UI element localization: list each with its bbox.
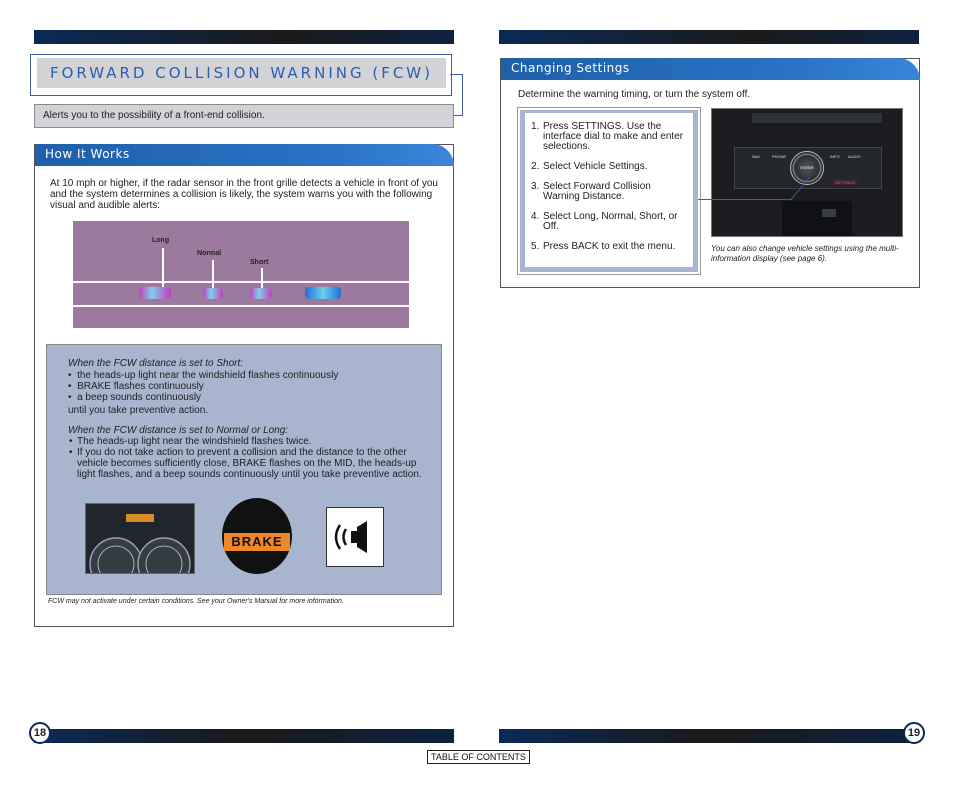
top-bar-right: [499, 30, 919, 44]
car-long: [139, 287, 171, 299]
console-nav-label: NAV: [752, 154, 760, 159]
console-info-label: INFO: [830, 154, 840, 159]
console-audio-label: AUDIO: [848, 154, 861, 159]
how-it-works-heading: [35, 144, 454, 166]
normal-item-1: • The heads-up light near the windshield flashes twice.: [69, 436, 312, 447]
step-4: 4. Select Long, Normal, Short, or Off.: [531, 211, 678, 232]
bottom-bar-left: [34, 729, 454, 743]
road-line-top: [73, 281, 409, 283]
step-2: 2. Select Vehicle Settings.: [531, 161, 648, 172]
console-lower: [782, 201, 852, 236]
console-phone-label: PHONE: [772, 154, 787, 159]
table-of-contents-link[interactable]: TABLE OF CONTENTS: [427, 750, 530, 764]
distance-diagram: [73, 221, 409, 328]
short-marker: [261, 268, 263, 288]
intro-box: [34, 104, 454, 128]
console-settings-label: SETTINGS: [834, 180, 855, 185]
console-top-buttons: [752, 113, 882, 123]
normal-label: Normal: [197, 250, 222, 257]
step-1: 1. Press SETTINGS. Use the interface dial to make and enter selections.: [531, 121, 684, 152]
beep-icon-box: [326, 507, 384, 567]
normal-heading: When the FCW distance is set to Normal or Long:: [68, 425, 289, 436]
road-line-bottom: [73, 305, 409, 307]
short-tail: until you take preventive action.: [68, 405, 209, 416]
page-title: FORWARD COLLISION WARNING (FCW): [49, 64, 433, 82]
changing-settings-heading: [501, 58, 920, 80]
short-item-1: • the heads-up light near the windshield flashes continuously: [68, 370, 339, 381]
changing-settings-title: Changing Settings: [511, 61, 630, 75]
interface-dial-label: ENTER: [800, 165, 814, 170]
long-marker: [162, 248, 164, 288]
lead-car: [305, 287, 341, 299]
top-bar-left: [34, 30, 454, 44]
intro-text: Alerts you to the possibility of a front-end collision.: [43, 110, 265, 121]
short-list: [68, 370, 428, 416]
page-number-left: 18: [29, 722, 51, 744]
console-port: [822, 209, 836, 217]
console-caption: You can also change vehicle settings using the multi-information display (see page 6).: [711, 244, 899, 263]
step-3: 3. Select Forward Collision Warning Distance.: [531, 181, 651, 202]
short-label: Short: [250, 259, 269, 266]
brake-label-box: [224, 533, 290, 551]
normal-item-2: • If you do not take action to prevent a collision and the distance to the other vehicle becomes sufficiently close, BRAKE flashes on the MID, the heads-up light flashes, and a beep sounds continuously until you take preventive action.: [69, 447, 422, 480]
normal-marker: [212, 260, 214, 288]
how-it-works-text: At 10 mph or higher, if the radar sensor in the front grille detects a vehicle in front of you and the system determines a collision is likely, the system warns you with the following visual and audible alerts:: [50, 178, 438, 211]
car-normal: [203, 288, 223, 299]
normal-list: [69, 436, 433, 480]
callout-line: [698, 199, 792, 200]
steps-list: [531, 122, 689, 262]
short-heading: When the FCW distance is set to Short:: [68, 358, 244, 369]
bottom-bar-right: [499, 729, 919, 743]
page-number-right: 19: [903, 722, 925, 744]
steps-inner: [525, 113, 693, 267]
short-item-3: • a beep sounds continuously: [68, 392, 202, 403]
dashboard-image: [85, 503, 195, 574]
brake-indicator: [222, 498, 292, 574]
step-5: 5. Press BACK to exit the menu.: [531, 241, 676, 252]
console-image: [711, 108, 903, 237]
settings-intro: Determine the warning timing, or turn the system off.: [518, 89, 751, 100]
dashboard-illustration: [86, 504, 194, 573]
long-label: Long: [152, 237, 170, 244]
short-item-2: • BRAKE flashes continuously: [68, 381, 204, 392]
how-it-works-title: How It Works: [45, 147, 130, 161]
console-settings-button[interactable]: [830, 179, 860, 186]
speaker-icon: [327, 508, 383, 566]
footnote: FCW may not activate under certain conditions. See your Owner's Manual for more information.: [48, 598, 344, 605]
car-short: [250, 288, 272, 299]
brake-label: BRAKE: [231, 534, 283, 549]
